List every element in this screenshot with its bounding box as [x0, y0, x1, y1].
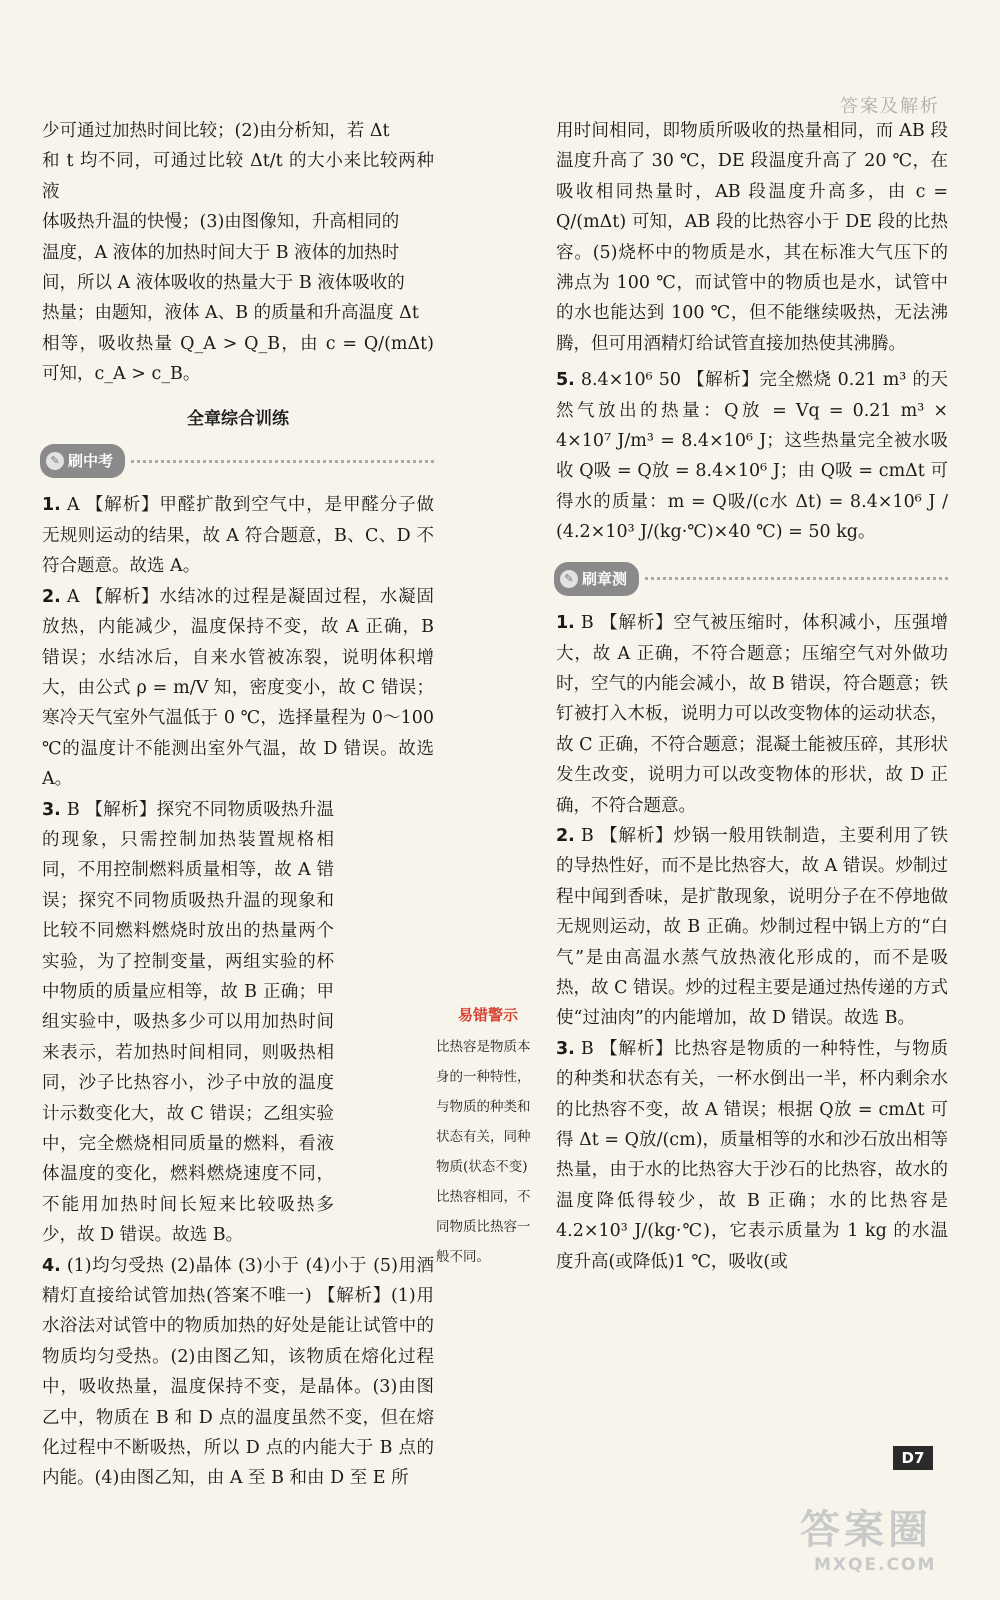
- question-text: B 【解析】探究不同物质吸热升温的现象，只需控制加热装置规格相同，不用控制燃料质量相等，故 A 错误；探究不同物质吸热升温的现象和比较不同燃料燃烧时放出的热量两个实验，为了控制变量，两组实验的杯中物质的质量应相等，故 B 正确；甲组实验中，吸热多少可以用加热时间来表示，若加热时间相同，则吸热相同，沙子比热容小，沙子中放的温度计示数变化大，故 C 错误；乙组实验中，完全燃烧相同质量的燃料，看液体温度的变化，燃料燃烧速度不同，不能用加热时间长短来比较吸热多少，故 D 错误。故选 B。: [42, 799, 334, 1246]
- question-item: [556, 821, 948, 1034]
- badge-row: [40, 444, 434, 478]
- question-number: 1.: [556, 613, 575, 634]
- section-badge: [554, 562, 639, 596]
- question-text: A 【解析】甲醛扩散到空气中，是甲醛分子做无规则运动的结果，故 A 符合题意，B、C、D 不符合题意。故选 A。: [42, 495, 434, 577]
- question-text: B 【解析】炒锅一般用铁制造，主要利用了铁的导热性好，而不是比热容大，故 A 错误。炒制过程中闻到香味，是扩散现象，说明分子在不停地做无规则运动，故 B 正确。炒制过程中锅上方的“白气”是由高温水蒸气放热液化形成的，而不是吸热，故 C 错误。炒的过程主要是通过热传递的方式使“过油肉”的内能增加，故 D 错误。故选 B。: [556, 825, 949, 1029]
- question-item: [556, 365, 948, 547]
- mistake-warning-note: [436, 1000, 540, 1272]
- note-title: 易错警示: [457, 1006, 518, 1024]
- question-text: B 【解析】比热容是物质的一种特性，与物质的种类和状态有关，一杯水倒出一半，杯内剩余水的比热容不变，故 A 错误；根据 Q放 = cmΔt 可得 Δt = Q放/(cm)，质量相等的水和沙石放出相等热量，由于水的比热容大于沙石的比热容，故水的温度降低得较少，故 B 正确；水的比热容是 4.2×10³ J/(kg·℃)，它表示质量为 1 kg 的水温度升高(或降低)1 ℃，吸收(或: [556, 1038, 948, 1272]
- watermark-url: MXQE.COM: [814, 1555, 937, 1575]
- dotted-divider: [645, 577, 948, 580]
- question-text: 8.4×10⁶ 50 【解析】完全燃烧 0.21 m³ 的天然气放出的热量：Q放 = Vq = 0.21 m³ × 4×10⁷ J/m³ = 8.4×10⁶ J；这些热量完全被水吸收 Q吸 = Q放 = 8.4×10⁶ J；由 Q吸 = cmΔt 可得水的质量：m = Q吸/(c水 Δt) = 8.4×10⁶ J / (4.2×10³ J/(kg·℃)×40 ℃) = 50 kg。: [556, 370, 948, 543]
- question-item: [42, 490, 434, 581]
- badge-row: [554, 562, 948, 596]
- book-icon: ✎: [560, 570, 578, 588]
- question-number: 1.: [42, 495, 61, 516]
- intro-line: 间，所以 A 液体吸收的热量大于 B 液体吸收的: [42, 273, 405, 294]
- section-badge: [40, 444, 125, 478]
- question-number: 4.: [42, 1255, 61, 1276]
- question-number: 3.: [42, 799, 61, 820]
- question-text: B 【解析】空气被压缩时，体积减小，压强增大，故 A 正确，不符合题意；压缩空气对外做功时，空气的内能会减小，故 B 错误，符合题意；铁钉被打入木板，说明力可以改变物体的运动状态，故 C 正确，不符合题意；混凝土能被压碎，其形状发生改变，说明力可以改变物体的形状，故 D 正确，不符合题意。: [556, 613, 949, 816]
- intro-line: 和 t 均不同，可通过比较 Δt/t 的大小来比较两种液: [42, 151, 434, 202]
- right-column: [556, 116, 948, 1277]
- note-text: 比热容是物质本身的一种特性，与物质的种类和状态有关，同种物质(状态不变)比热容相同，不同物质比热容一般不同。: [436, 1039, 531, 1265]
- intro-line: 体吸热升温的快慢；(3)由图像知，升高相同的: [42, 212, 400, 233]
- question-text: (1)均匀受热 (2)晶体 (3)小于 (4)小于 (5)用酒精灯直接给试管加热(答案不唯一) 【解析】(1)用水浴法对试管中的物质加热的好处是能让试管中的物质均匀受热。(2)由图乙知，该物质在熔化过程中，吸收热量，温度保持不变，是晶体。(3)由图乙中，物质在 B 和 D 点的温度虽然不变，但在熔化过程中不断吸热，所以 D 点的内能大于 B 点的内能。(4)由图乙知，由 A 至 B 和由 D 至 E 所: [42, 1255, 434, 1489]
- intro-line: 少可通过加热时间比较；(2)由分析知，若 Δt: [42, 121, 390, 141]
- book-icon: ✎: [46, 452, 64, 470]
- section-title: 全章综合训练: [187, 408, 289, 429]
- question-item: [556, 608, 948, 821]
- question-number: 5.: [556, 370, 575, 391]
- watermark-text: 答案圈: [800, 1507, 932, 1553]
- question-number: 2.: [556, 825, 575, 846]
- question-number: 3.: [556, 1038, 575, 1059]
- intro-line: 温度，A 液体的加热时间大于 B 液体的加热时: [42, 242, 400, 263]
- badge-label: 刷章测: [582, 569, 628, 588]
- question-item: [556, 1034, 948, 1277]
- intro-line: 热量；由题知，液体 A、B 的质量和升高温度 Δt: [42, 303, 419, 324]
- question-number: 2.: [42, 586, 61, 607]
- page-number: D7: [893, 1446, 933, 1470]
- question-item: [42, 795, 334, 1251]
- header-tag: 答案及解析: [840, 96, 940, 117]
- continued-text: 用时间相同，即物质所吸收的热量相同，而 AB 段温度升高了 30 ℃，DE 段温度升高了 20 ℃，在吸收相同热量时，AB 段温度升高多，由 c = Q/(mΔt) 可知，AB 段的比热容小于 DE 段的比热容。(5)烧杯中的物质是水，其在标准大气压下的沸点为 100 ℃，而试管中的物质也是水，试管中的水也能达到 100 ℃，但不能继续吸热，无法沸腾，但可用酒精灯给试管直接加热使其沸腾。: [556, 121, 948, 354]
- question-item: [42, 1251, 434, 1494]
- dotted-divider: [131, 460, 434, 463]
- intro-line: 相等，吸收热量 Q_A > Q_B，由 c = Q/(mΔt) 可知，c_A > c_B。: [42, 333, 434, 385]
- question-text: A 【解析】水结冰的过程是凝固过程，水凝固放热，内能减少，温度保持不变，故 A 正确，B 错误；水结冰后，自来水管被冻裂，说明体积增大，由公式 ρ = m/V 知，密度变小，故 C 错误；寒冷天气室外气温低于 0 ℃，选择量程为 0～100 ℃的温度计不能测出室外气温，故 D 错误。故选 A。: [42, 586, 434, 790]
- question-item: [42, 582, 434, 795]
- watermark-logo: [800, 1498, 990, 1588]
- left-column: [42, 116, 434, 1494]
- badge-label: 刷中考: [68, 452, 114, 471]
